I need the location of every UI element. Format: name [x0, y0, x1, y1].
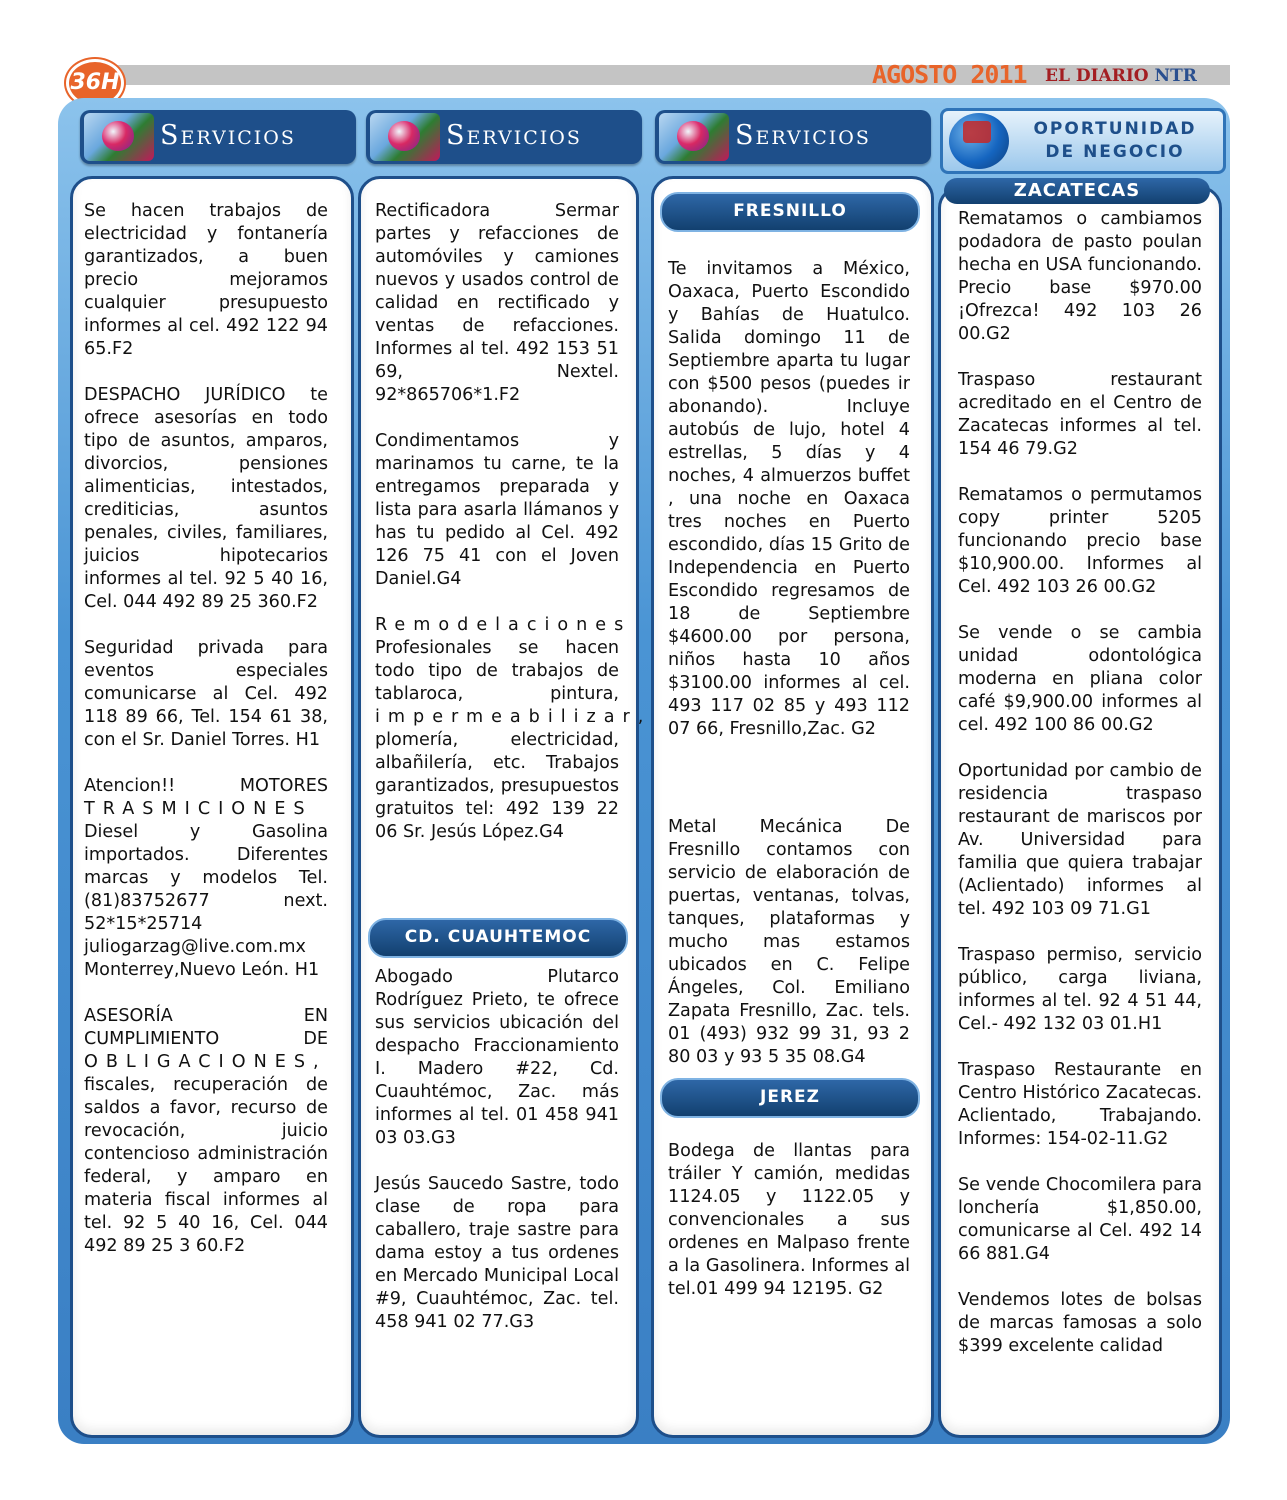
column2-ads-cuauhtemoc	[375, 966, 619, 1357]
classified-ad	[84, 1005, 328, 1258]
paper-name-ntr: NTR	[1154, 66, 1197, 86]
column3-ads-jerez	[668, 1140, 910, 1324]
section-header-label: Servicios	[446, 120, 582, 151]
classified-ad: Se vende Chocomilera para lonchería $1,850.00, comunicarse al Cel. 492 14 66 881.G4	[958, 1175, 1202, 1264]
classified-ad: Rematamos o permutamos copy printer 5205 funcionando precio base $10,900.00. Informes al Cel. 492 103 26 00.G2	[958, 485, 1202, 597]
section-header-label: Servicios	[735, 120, 871, 151]
column3-ads-fresnillo-2	[668, 816, 910, 1092]
ad-text-spaced: OBLIGACIONES,	[84, 1052, 327, 1072]
newspaper-name	[1045, 66, 1197, 86]
section-fresnillo: FRESNILLO	[660, 192, 920, 232]
classified-ad: Traspaso restaurant acreditado en el Centro de Zacatecas informes al tel. 154 46 79.G2	[958, 370, 1202, 459]
classified-ad	[84, 775, 328, 982]
section-header-servicios-1	[80, 110, 356, 164]
ad-text: ASESORÍA EN CUMPLIMIENTO DE	[84, 1006, 328, 1049]
classified-ad: Seguridad privada para eventos especiales comunicarse al Cel. 492 118 89 66, Tel. 154 61 38, con el Sr. Daniel Torres. H1	[84, 638, 328, 750]
oportunidad-line1: OPORTUNIDAD	[1033, 119, 1197, 139]
section-header-servicios-2	[366, 110, 642, 164]
classified-ad: Se hacen trabajos de electricidad y fontanería garantizados, a buen precio mejoramos cualquier presupuesto informes al cel. 492 122 94 65.F2	[84, 201, 328, 359]
classified-ad	[375, 614, 652, 844]
section-header-oportunidad	[940, 108, 1226, 174]
section-cd-cuauhtemoc: CD. CUAUHTEMOC	[368, 918, 628, 958]
ad-text: Atencion!! MOTORES	[84, 776, 328, 796]
section-header-servicios-3	[655, 110, 931, 164]
ad-text-spaced: Remodelaciones	[375, 615, 632, 635]
ad-text: Diesel y Gasolina importados. Diferentes marcas y modelos Tel. (81)83752677 next. 52*15*25714 juliogarzag@live.com.mx Monterrey,Nuevo León. H1	[84, 822, 328, 980]
globe-icon	[949, 113, 1009, 169]
classified-ad: Traspaso permiso, servicio público, carga liviana, informes al tel. 92 4 51 44, Cel.- 492 132 03 01.H1	[958, 945, 1202, 1034]
classified-ad: Oportunidad por cambio de residencia traspaso restaurant de mariscos por Av. Universidad para familia que quiera trabajar (Aclientado) informes al tel. 492 103 09 71.G1	[958, 761, 1202, 919]
classified-ad: Te invitamos a México, Oaxaca, Puerto Escondido y Bahías de Huatulco. Salida domingo 11 de Septiembre aparta tu lugar con $500 pesos (puedes ir abonando). Incluye autobús de lujo, hotel 4 estrellas, 5 días y 4 noches, 4 almuerzos buffet , una noche en Oaxaca tres noches en Puerto escondido, días 15 Grito de Independencia en Puerto Escondido regresamos de 18 de Septiembre $4600.00 por persona, niños hasta 10 años $3100.00 informes al cel. 493 117 02 85 y 493 112 07 66, Fresnillo,Zac. G2	[668, 259, 910, 739]
section-jerez: JEREZ	[660, 1078, 920, 1118]
section-zacatecas: ZACATECAS	[944, 178, 1210, 204]
issue-date: AGOSTO 2011	[872, 60, 1027, 89]
ad-text: fiscales, recuperación de saldos a favor, recurso de revocación, juicio contencioso administración federal, y amparo en materia fiscal informes al tel. 92 5 40 16, Cel. 044 492 89 25 3 60.F2	[84, 1075, 328, 1256]
classified-ad: Jesús Saucedo Sastre, todo clase de ropa para caballero, traje sastre para dama estoy a tus ordenes en Mercado Municipal Local #9, Cuauhtémoc, Zac. tel. 458 941 02 77.G3	[375, 1174, 619, 1332]
classified-ad: Condimentamos y marinamos tu carne, te la entregamos preparada y lista para asarla llámanos y has tu pedido al Cel. 492 126 75 41 con el Joven Daniel.G4	[375, 431, 619, 589]
ad-text-spaced: TRASMICIONES	[84, 799, 313, 819]
column4-ads	[958, 208, 1202, 1404]
column3-ads-fresnillo	[668, 258, 910, 764]
paper-name-main: EL DIARIO	[1045, 66, 1149, 86]
ad-text-spaced: impermeabilizar,	[375, 707, 652, 727]
classified-ad: Rectificadora Sermar partes y refacciones de automóviles y camiones nuevos y usados control de calidad en rectificado y ventas de refacciones. Informes al tel. 492 153 51 69, Nextel. 92*865706*1.F2	[375, 201, 619, 405]
classified-ad: Rematamos o cambiamos podadora de pasto poulan hecha en USA funcionando. Precio base $970.00 ¡Ofrezca! 492 103 26 00.G2	[958, 209, 1202, 344]
page-number: 36H	[66, 59, 124, 107]
classified-ad: Vendemos lotes de bolsas de marcas famosas a solo $399 excelente calidad	[958, 1290, 1202, 1356]
services-icon	[84, 113, 154, 161]
services-icon	[370, 113, 440, 161]
services-icon	[659, 113, 729, 161]
classified-ad: Metal Mecánica De Fresnillo contamos con servicio de elaboración de puertas, ventanas, tolvas, tanques, plataformas y mucho mas estamos ubicados en C. Felipe Ángeles, Col. Emiliano Zapata Fresnillo, Zac. tels. 01 (493) 932 99 31, 93 2 80 03 y 93 5 35 08.G4	[668, 817, 910, 1067]
ad-text: Profesionales se hacen todo tipo de trabajos de tablaroca, pintura,	[375, 638, 619, 704]
column1-ads	[84, 200, 328, 1281]
classified-ad: Se vende o se cambia unidad odontológica moderna en pliana color café $9,900.00 informes al cel. 492 100 86 00.G2	[958, 623, 1202, 735]
classified-ad: DESPACHO JURÍDICO te ofrece asesorías en todo tipo de asuntos, amparos, divorcios, pensiones alimenticias, intestados, crediticias, asuntos penales, civiles, familiares, juicios hipotecarios informes al tel. 92 5 40 16, Cel. 044 492 89 25 360.F2	[84, 385, 328, 612]
section-header-label: Servicios	[160, 120, 296, 151]
classified-ad: Bodega de llantas para tráiler Y camión, medidas 1124.05 y 1122.05 y convencionales a sus ordenes en Malpaso frente a la Gasolinera. Informes al tel.01 499 94 12195. G2	[668, 1141, 910, 1299]
oportunidad-line2: DE NEGOCIO	[1045, 142, 1185, 162]
classified-ad: Abogado Plutarco Rodríguez Prieto, te ofrece sus servicios ubicación del despacho Fraccionamiento I. Madero #22, Cd. Cuauhtémoc, Zac. más informes al tel. 01 458 941 03 03.G3	[375, 967, 619, 1148]
classified-ad: Traspaso Restaurante en Centro Histórico Zacatecas. Aclientado, Trabajando. Informes: 154-02-11.G2	[958, 1060, 1202, 1149]
ad-text: plomería, electricidad, albañilería, etc. Trabajos garantizados, presupuestos gratuitos tel: 492 139 22 06 Sr. Jesús López.G4	[375, 730, 619, 842]
column2-ads	[375, 200, 652, 867]
